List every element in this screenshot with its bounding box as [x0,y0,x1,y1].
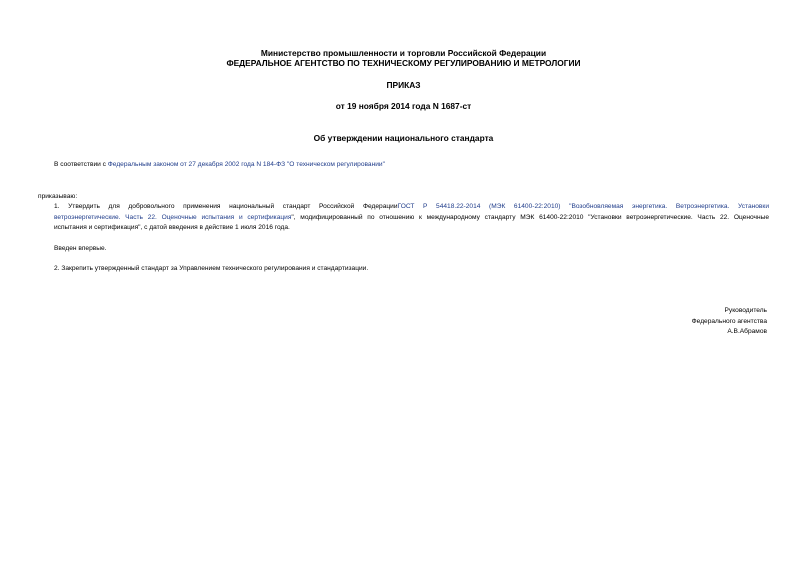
item-1-line-1 [38,202,769,213]
order-subject: Об утверждении национального стандарта [313,133,494,143]
item-1-prefix: 1. Утвердить для добровольного применения национальный стандарт Российской Федерации [54,203,398,210]
gost-link-part-1[interactable]: ГОСТ Р 54418.22-2014 (МЭК 61400-22:2010) "Возобновляемая энергетика. Ветроэнергетика. Установки [397,203,769,210]
gost-link-part-2[interactable]: ветроэнергетические. Часть 22. Оценочные испытания и сертификация [54,213,292,221]
intro-paragraph [54,160,385,171]
signature-org: Федерального агентства [691,317,767,325]
order-title: ПРИКАЗ [386,80,421,90]
intro-prefix: В соответствии с [54,161,108,168]
order-date: от 19 ноября 2014 года N 1687-ст [335,101,472,111]
item-1-paragraph [38,202,769,234]
agency-heading: ФЕДЕРАЛЬНОЕ АГЕНТСТВО ПО ТЕХНИЧЕСКОМУ РЕГУЛИРОВАНИЮ И МЕТРОЛОГИИ [226,58,581,68]
item-2-paragraph: 2. Закрепить утвержденный стандарт за Управлением технического регулирования и стандартизации. [54,265,369,272]
signature-block [692,306,767,338]
item-1-suffix-1: ", модифицированный по отношению к международному стандарту МЭК 61400-22:2010 "Установки ветроэнергетические. Часть 22. Оценочные [291,213,769,221]
item-1-line-3: испытания и сертификация", с датой введения в действие 1 июля 2016 года. [54,224,290,231]
signature-name: А.В.Абрамов [727,328,767,335]
item-1-line-2 [38,213,769,224]
order-word: приказываю: [38,193,78,200]
federal-law-link[interactable]: Федеральным законом от 27 декабря 2002 года N 184-ФЗ "О техническом регулировании" [107,161,385,168]
signature-position: Руководитель [724,307,767,314]
first-introduced-note: Введен впервые. [54,245,107,252]
ministry-heading: Министерство промышленности и торговли Российской Федерации [260,48,547,58]
